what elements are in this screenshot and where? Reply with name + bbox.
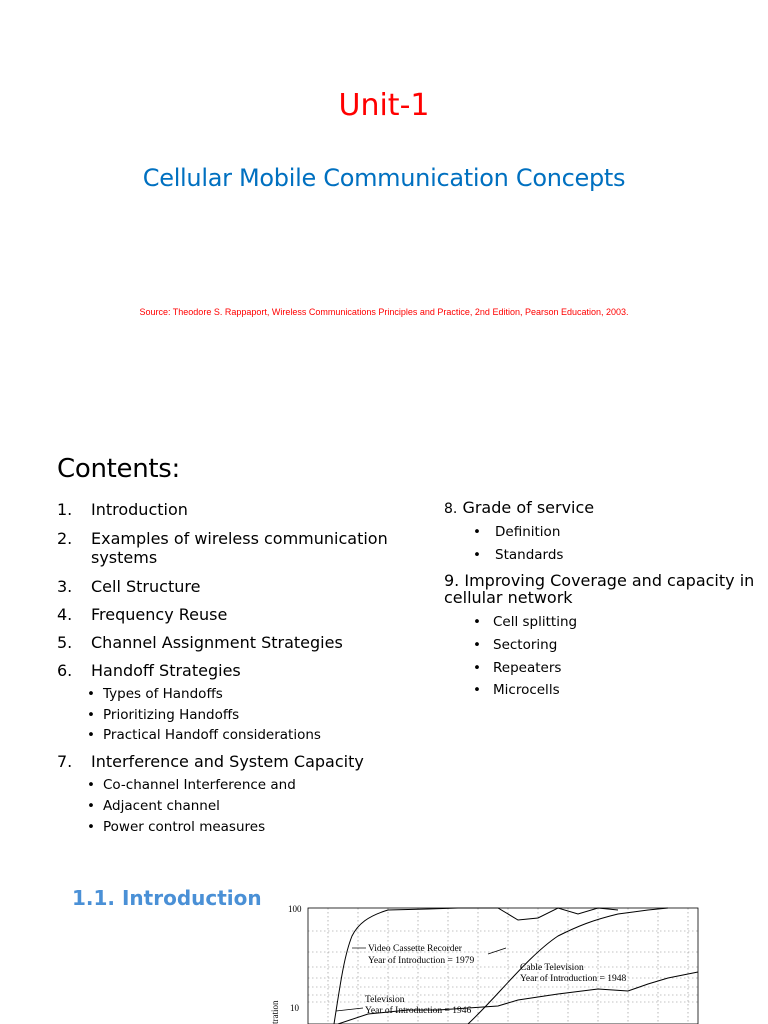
- section-heading: 1.1. Introduction: [72, 886, 262, 910]
- item-text: Introduction: [91, 500, 188, 519]
- item-text: Examples of wireless communication systems: [91, 529, 388, 567]
- annotation-tv-year: Year of Introduction = 1946: [365, 1006, 472, 1016]
- annotation-cable: Cable Television: [520, 963, 584, 973]
- contents-left-list: 1. Introduction 2. Examples of wireless communication systems 3. Cell Structure 4. Frequency Reuse 5. Channel Assignment Strategies 6. Handoff Strategies • Types of Handoffs • Prioritizing Handoffs • Practical Handoff considerations 7. Interference and System Capacity • Co-channel Interference and • Adjacent channel • Power control measures: [57, 500, 427, 840]
- y-axis-label: tration: [270, 1000, 280, 1024]
- item-text: Cell Structure: [91, 577, 201, 596]
- item-number: 2.: [57, 529, 73, 548]
- item-number: 4.: [57, 605, 73, 624]
- item-number: 3.: [57, 577, 73, 596]
- annotation-cable-year: Year of Introduction = 1948: [520, 974, 627, 984]
- annotation-vcr-year: Year of Introduction = 1979: [368, 956, 475, 966]
- unit-title: Unit-1: [338, 88, 430, 123]
- page-title: Cellular Mobile Communication Concepts: [142, 164, 626, 192]
- item-number: 5.: [57, 633, 73, 652]
- item-text: Interference and System Capacity: [91, 752, 364, 771]
- item-number: 1.: [57, 500, 73, 519]
- item-text: Handoff Strategies: [91, 661, 241, 680]
- item-text: 9. Improving Coverage and capacity in cellular network: [444, 571, 755, 607]
- item-number: 7.: [57, 752, 73, 771]
- contents-heading: Contents:: [57, 454, 181, 484]
- item-text: Channel Assignment Strategies: [91, 633, 343, 652]
- annotation-vcr: Video Cassette Recorder: [368, 944, 462, 954]
- contents-right-list: 8. Grade of service • Definition • Standards 9. Improving Coverage and capacity in cellular network • Cell splitting • Sectoring • Repeaters • Microcells: [444, 498, 762, 708]
- item-number: 8.: [444, 501, 458, 517]
- source-citation: Source: Theodore S. Rappaport, Wireless Communications Principles and Practice, 2nd Edition, Pearson Education, 2003.: [139, 307, 629, 317]
- list-item: [444, 498, 594, 519]
- item-text: Frequency Reuse: [91, 605, 228, 624]
- list-item: [444, 572, 762, 606]
- adoption-chart: [268, 896, 708, 1024]
- item-number: 6.: [57, 661, 73, 680]
- item-text: Grade of service: [462, 498, 595, 517]
- y-tick-label: 10: [290, 1003, 299, 1013]
- y-tick-label: 100: [288, 904, 302, 914]
- annotation-tv: Television: [365, 995, 405, 1005]
